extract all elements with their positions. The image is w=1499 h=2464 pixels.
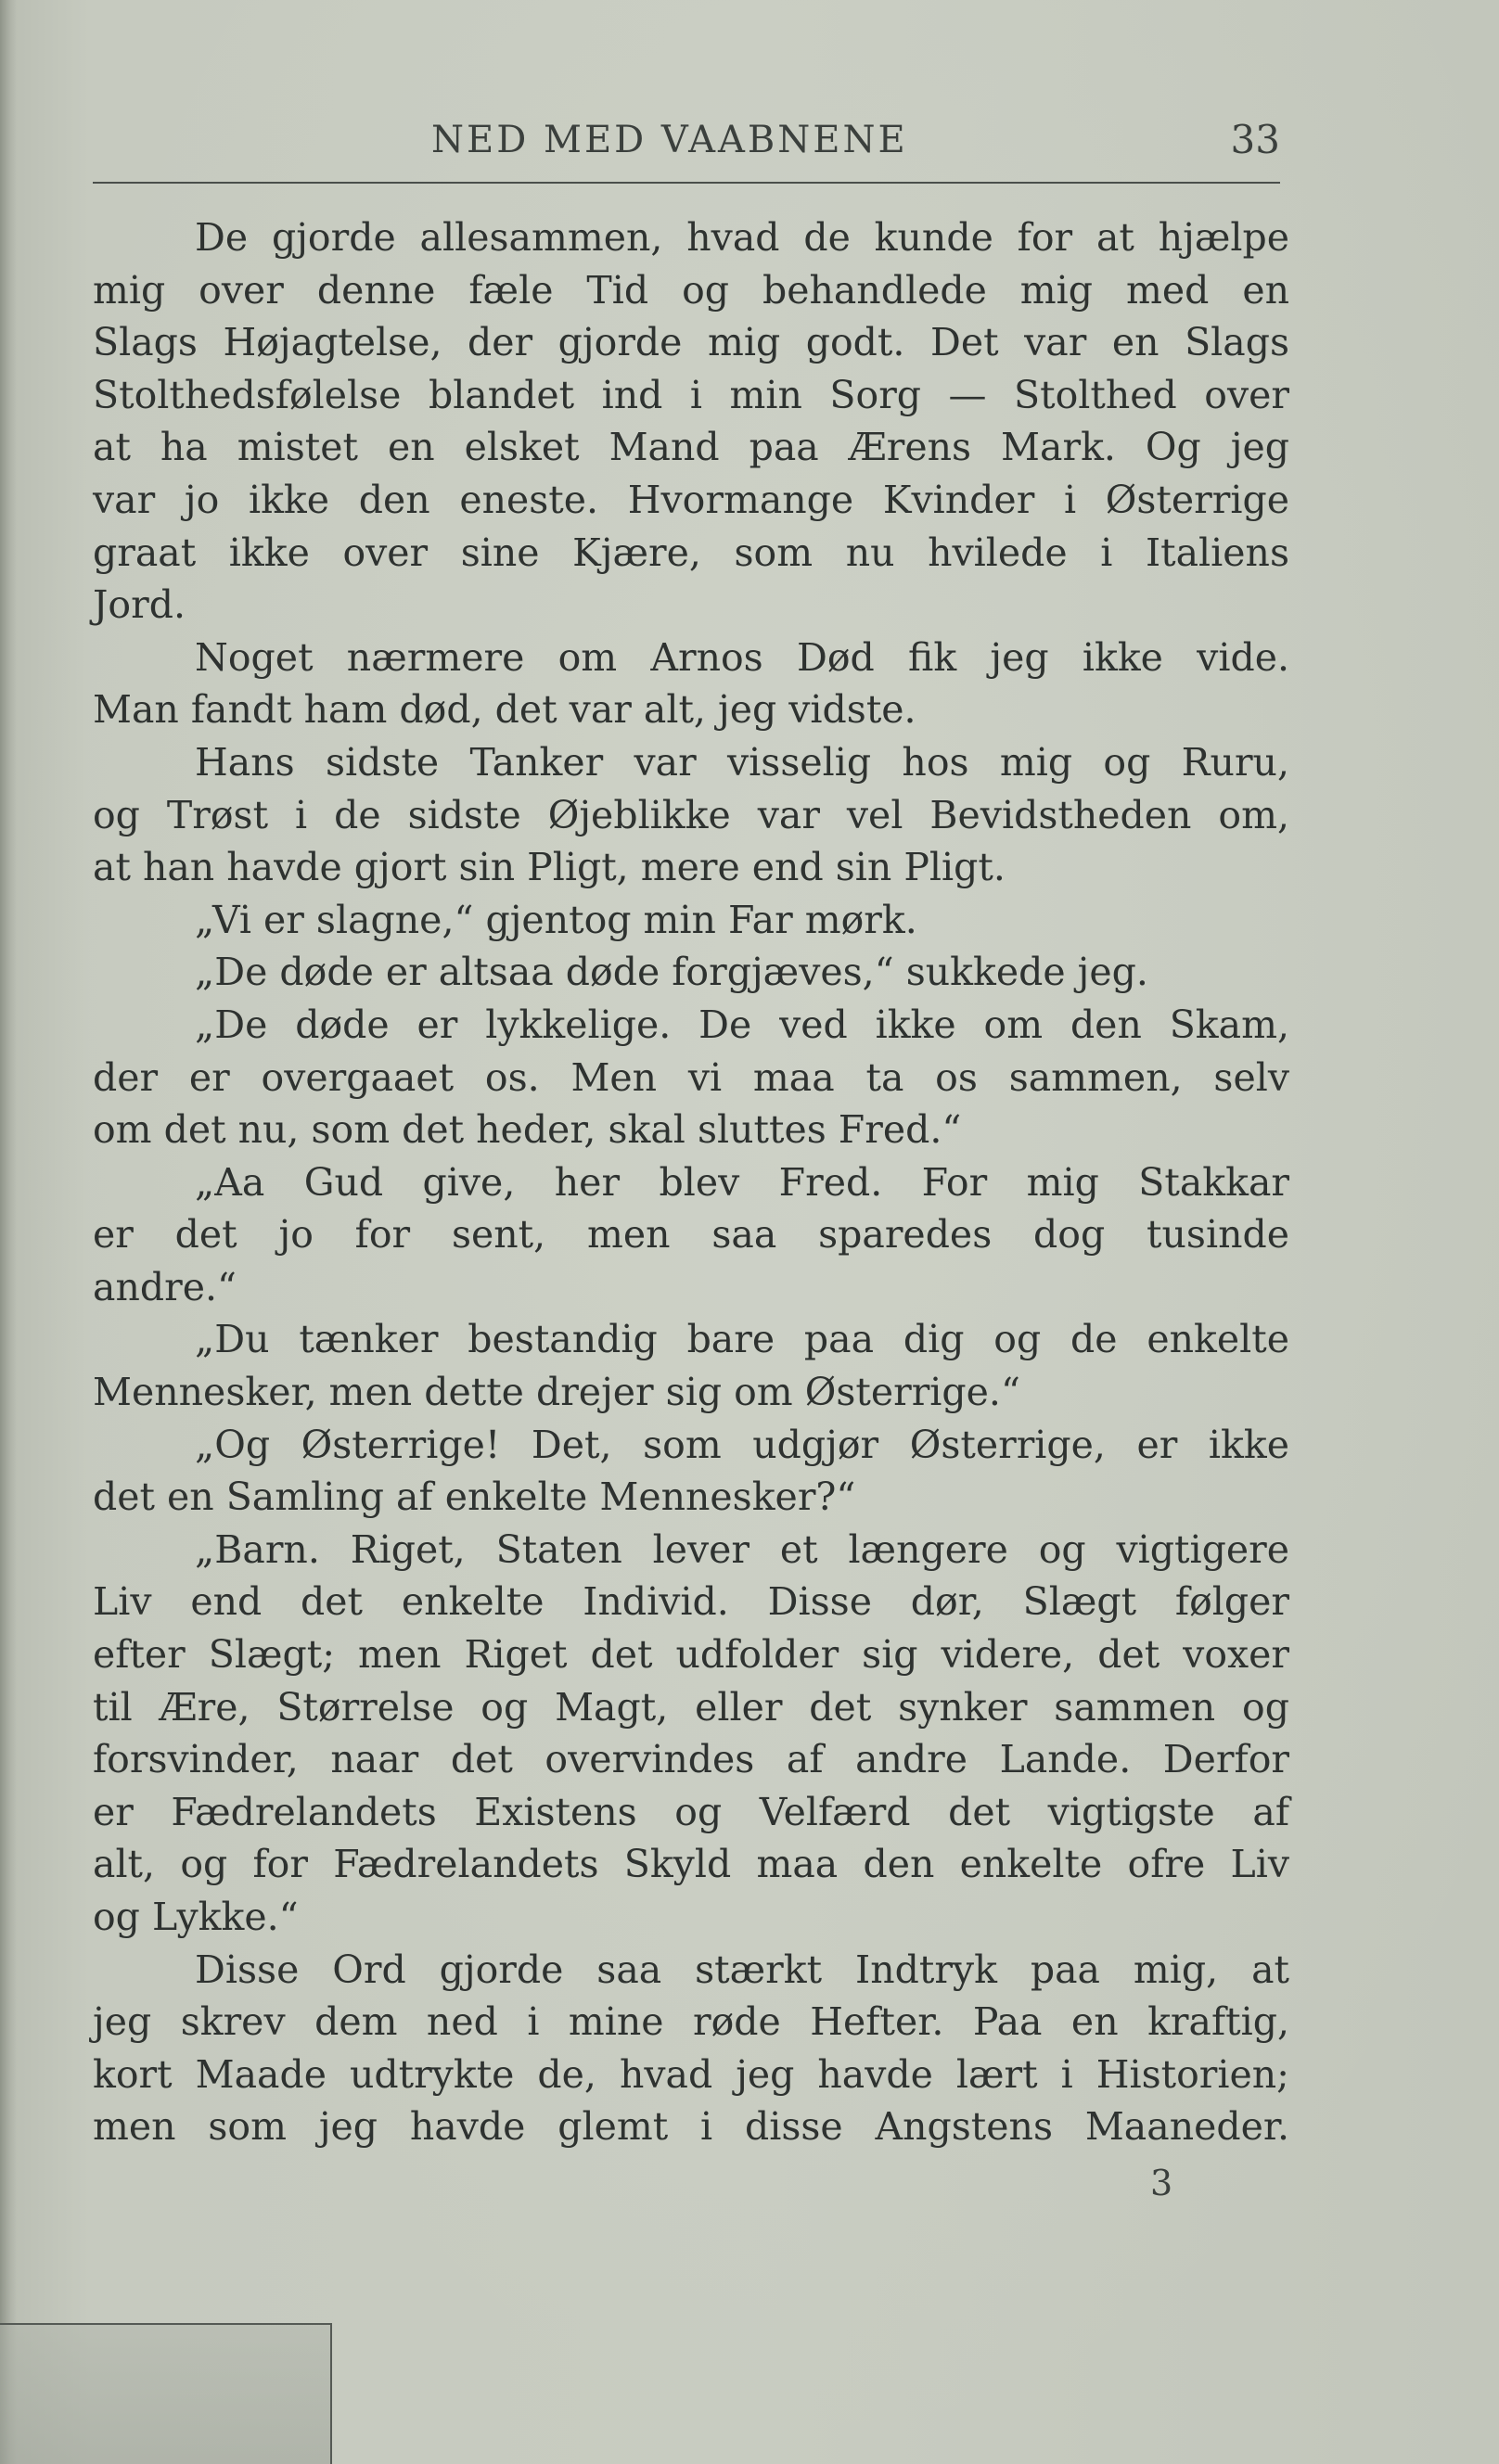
text-line: Hans sidste Tanker var visselig hos mig og Ruru, [195, 739, 1289, 785]
text-line: der er overgaaet os. Men vi maa ta os sammen, selv [93, 1054, 1289, 1100]
text-line: at han havde gjort sin Pligt, mere end sin Pligt. [93, 845, 1006, 890]
text-line: „Barn. Riget, Staten lever et længere og vigtigere [195, 1526, 1289, 1572]
text-line: „De døde er altsaa døde forgjæves,“ sukkede jeg. [195, 950, 1148, 995]
text-line: er det jo for sent, men saa sparedes dog tusinde [93, 1212, 1289, 1258]
text-line: Mennesker, men dette drejer sig om Østerrige.“ [93, 1370, 1020, 1415]
header-rule [93, 182, 1280, 184]
text-line: Slags Højagtelse, der gjorde mig godt. Det var en Slags [93, 320, 1289, 365]
text-line: Man fandt ham død, det var alt, jeg vidste. [93, 687, 916, 733]
text-line: „Du tænker bestandig bare paa dig og de enkelte [195, 1317, 1289, 1362]
text-line: mig over denne fæle Tid og behandlede mig med en [93, 267, 1289, 313]
text-line: og Trøst i de sidste Øjeblikke var vel Bevidstheden om, [93, 792, 1289, 837]
text-line: De gjorde allesammen, hvad de kunde for at hjælpe [195, 215, 1289, 260]
text-line: „Og Østerrige! Det, som udgjør Østerrige, er ikke [195, 1422, 1289, 1467]
text-line: det en Samling af enkelte Mennesker?“ [93, 1475, 856, 1520]
text-line: forsvinder, naar det overvindes af andre Lande. Derfor [93, 1737, 1289, 1782]
text-line: men som jeg havde glemt i disse Angstens Maaneder. [93, 2104, 1289, 2150]
running-title: NED MED VAABNENE [431, 119, 908, 161]
text-line: alt, og for Fædrelandets Skyld maa den enkelte ofre Liv [93, 1842, 1289, 1887]
running-header [93, 109, 1280, 174]
body-text [93, 211, 1289, 2153]
text-line: „De døde er lykkelige. De ved ikke om den Skam, [195, 1002, 1289, 1047]
text-line: jeg skrev dem ned i mine røde Hefter. Paa en kraftig, [93, 1999, 1289, 2045]
signature-mark: 3 [1150, 2163, 1173, 2203]
text-line: Noget nærmere om Arnos Død fik jeg ikke vide. [195, 634, 1289, 680]
text-line: „Aa Gud give, her blev Fred. For mig Stakkar [195, 1159, 1289, 1205]
text-line: at ha mistet en elsket Mand paa Ærens Mark. Og jeg [93, 425, 1289, 470]
text-line: er Fædrelandets Existens og Velfærd det vigtigste af [93, 1789, 1289, 1834]
text-line: graat ikke over sine Kjære, som nu hvilede i Italiens [93, 530, 1289, 575]
text-line: efter Slægt; men Riget det udfolder sig videre, det voxer [93, 1632, 1289, 1678]
text-line: og Lykke.“ [93, 1895, 299, 1939]
text-line: andre.“ [93, 1264, 237, 1309]
text-line: kort Maade udtrykte de, hvad jeg havde lært i Historien; [93, 2051, 1289, 2097]
page-number: 33 [1230, 117, 1280, 162]
text-line: var jo ikke den eneste. Hvormange Kvinder i Østerrige [93, 477, 1289, 522]
text-line: til Ære, Størrelse og Magt, eller det synker sammen og [93, 1684, 1289, 1730]
text-line: Jord. [93, 582, 186, 628]
text-line: Liv end det enkelte Individ. Disse dør, Slægt følger [93, 1579, 1289, 1625]
text-line: om det nu, som det heder, skal sluttes Fred.“ [93, 1107, 962, 1153]
text-line: Disse Ord gjorde saa stærkt Indtryk paa mig, at [195, 1947, 1289, 1992]
text-line: „Vi er slagne,“ gjentog min Far mørk. [195, 897, 917, 942]
library-label-box [0, 2323, 332, 2464]
text-line: Stolthedsfølelse blandet ind i min Sorg — Stolthed over [93, 372, 1289, 417]
page-edge-shadow [0, 0, 17, 2464]
